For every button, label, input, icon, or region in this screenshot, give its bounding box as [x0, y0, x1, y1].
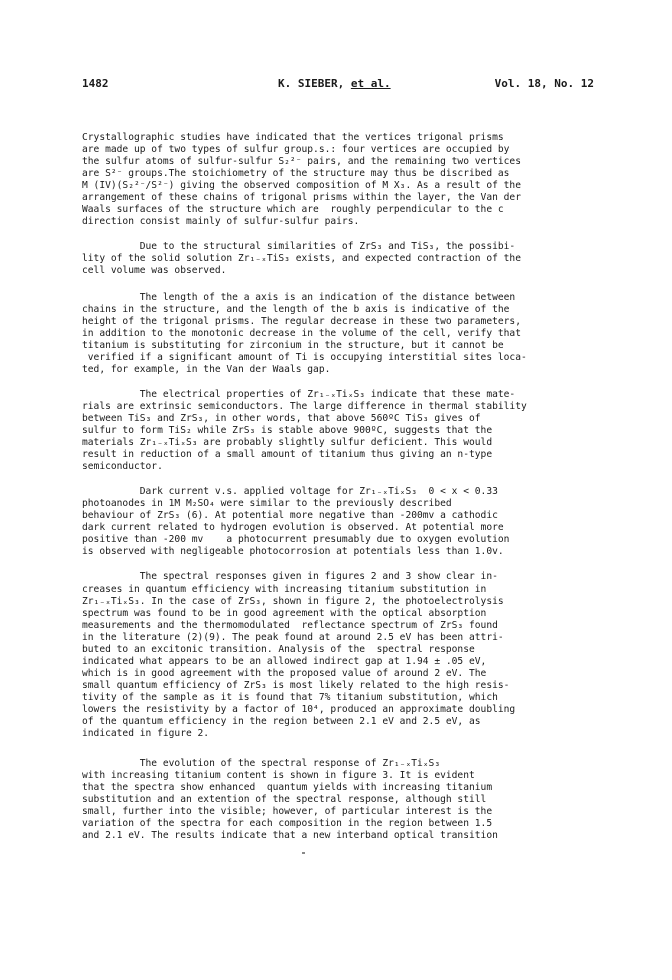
- paragraph: [82, 486, 602, 558]
- text-line: tivity of the sample as it is found that 7% titanium substitution, which: [82, 691, 498, 703]
- text-line: lity of the solid solution Zr₁₋ₓTiS₃ exists, and expected contraction of the: [82, 253, 521, 265]
- text-line: the sulfur atoms of sulfur-sulfur S₂²⁻ pairs, and the remaining two vertices: [82, 156, 521, 168]
- text-line: that the spectra show enhanced quantum yields with increasing titanium: [82, 782, 493, 794]
- text-line: Due to the structural similarities of ZrS₃ and TiS₃, the possibi-: [82, 241, 516, 253]
- text-line: The length of the a axis is an indication of the distance between: [82, 291, 516, 303]
- paragraph: [82, 389, 602, 473]
- text-line: titanium is substituting for zirconium in the structure, but it cannot be: [82, 339, 504, 351]
- paragraph: [82, 132, 602, 228]
- paragraph: [82, 292, 602, 376]
- article-body: [82, 132, 602, 850]
- paragraph: [82, 241, 602, 277]
- text-line: spectrum was found to be in good agreement with the optical absorption: [82, 607, 487, 619]
- text-line: Crystallographic studies have indicated that the vertices trigonal prisms: [82, 132, 504, 143]
- text-line: positive than -200 mv a photocurrent presumably due to oxygen evolution: [82, 534, 510, 546]
- text-line: is observed with negligeable photocorrosion at potentials less than 1.0v.: [82, 546, 504, 558]
- page-number: 1482: [82, 77, 109, 90]
- paragraph: [82, 571, 602, 740]
- authors: K. SIEBER,: [278, 77, 345, 90]
- text-line: M (IV)(S₂²⁻/S²⁻) giving the observed composition of M X₃. As a result of the: [82, 180, 521, 192]
- text-line: indicated what appears to be an allowed indirect gap at 1.94 ± .05 eV,: [82, 655, 487, 667]
- text-line: measurements and the thermomodulated reflectance spectrum of ZrS₃ found: [82, 619, 498, 631]
- text-line: materials Zr₁₋ₓTiₓS₃ are probably slightly sulfur deficient. This would: [82, 437, 493, 449]
- text-line: in addition to the monotonic decrease in the volume of the cell, verify that: [82, 327, 521, 339]
- text-line: lowers the resistivity by a factor of 10⁴, produced an approximate doubling: [82, 703, 516, 715]
- text-line: chains in the structure, and the length of the b axis is indicative of the: [82, 303, 510, 315]
- text-line: substitution and an extention of the spectral response, although still: [82, 794, 487, 806]
- text-line: rials are extrinsic semiconductors. The large difference in thermal stability: [82, 400, 527, 412]
- paragraph: [82, 758, 602, 842]
- text-line: indicated in figure 2.: [82, 728, 210, 740]
- text-line: of the quantum efficiency in the region between 2.1 eV and 2.5 eV, as: [82, 716, 481, 728]
- text-line: variation of the spectra for each composition in the region between 1.5: [82, 818, 493, 830]
- author-line: [278, 77, 391, 90]
- text-line: with increasing titanium content is shown in figure 3. It is evident: [82, 770, 475, 782]
- text-line: photoanodes in 1M M₂SO₄ were similar to the previously described: [82, 498, 452, 510]
- text-line: buted to an excitonic transition. Analysis of the spectral response: [82, 643, 475, 655]
- text-line: cell volume was observed.: [82, 265, 227, 277]
- text-line: ted, for example, in the Van der Waals gap.: [82, 363, 331, 375]
- text-line: which is in good agreement with the proposed value of around 2 eV. The: [82, 667, 487, 679]
- text-line: The evolution of the spectral response of Zr₁₋ₓTiₓS₃: [82, 758, 441, 770]
- et-al: et al.: [350, 77, 391, 90]
- text-line: arrangement of these chains of trigonal prisms within the layer, the Van der: [82, 192, 521, 204]
- text-line: in the literature (2)(9). The peak found at around 2.5 eV has been attri-: [82, 631, 504, 643]
- text-line: The electrical properties of Zr₁₋ₓTiₓS₃ indicate that these mate-: [82, 388, 516, 400]
- text-line: and 2.1 eV. The results indicate that a new interband optical transition: [82, 830, 498, 842]
- text-line: small, further into the visible; however, of particular interest is the: [82, 806, 493, 818]
- text-line: The spectral responses given in figures 2 and 3 show clear in-: [82, 571, 498, 583]
- volume-issue: Vol. 18, No. 12: [494, 77, 594, 90]
- stray-mark: [302, 852, 305, 854]
- text-line: verified if a significant amount of Ti is occupying interstitial sites loca-: [82, 351, 527, 363]
- text-line: height of the trigonal prisms. The regular decrease in these two parameters,: [82, 315, 521, 327]
- text-line: small quantum efficiency of ZrS₃ is most likely related to the high resis-: [82, 679, 510, 691]
- text-line: are made up of two types of sulfur group.s.: four vertices are occupied by: [82, 144, 510, 156]
- text-line: result in reduction of a small amount of titanium thus giving an n-type: [82, 449, 493, 461]
- text-line: sulfur to form TiS₂ while ZrS₃ is stable above 900ºC, suggests that the: [82, 424, 493, 436]
- text-line: between TiS₃ and ZrS₃, in other words, that above 560ºC TiS₃ gives of: [82, 412, 481, 424]
- text-line: creases in quantum efficiency with increasing titanium substitution in: [82, 583, 487, 595]
- running-header: [82, 77, 594, 93]
- text-line: behaviour of ZrS₃ (6). At potential more negative than -200mv a cathodic: [82, 510, 498, 522]
- text-line: Waals surfaces of the structure which are roughly perpendicular to the c: [82, 204, 504, 216]
- text-line: Dark current v.s. applied voltage for Zr₁₋ₓTiₓS₃ 0 < x < 0.33: [82, 486, 498, 498]
- text-line: dark current related to hydrogen evolution is observed. At potential more: [82, 522, 504, 534]
- text-line: are S²⁻ groups.The stoichiometry of the structure may thus be discribed as: [82, 168, 510, 180]
- text-line: semiconductor.: [82, 461, 163, 473]
- text-line: Zr₁₋ₓTiₓS₃. In the case of ZrS₃, shown in figure 2, the photoelectrolysis: [82, 595, 504, 607]
- text-line: direction consist mainly of sulfur-sulfur pairs.: [82, 216, 360, 228]
